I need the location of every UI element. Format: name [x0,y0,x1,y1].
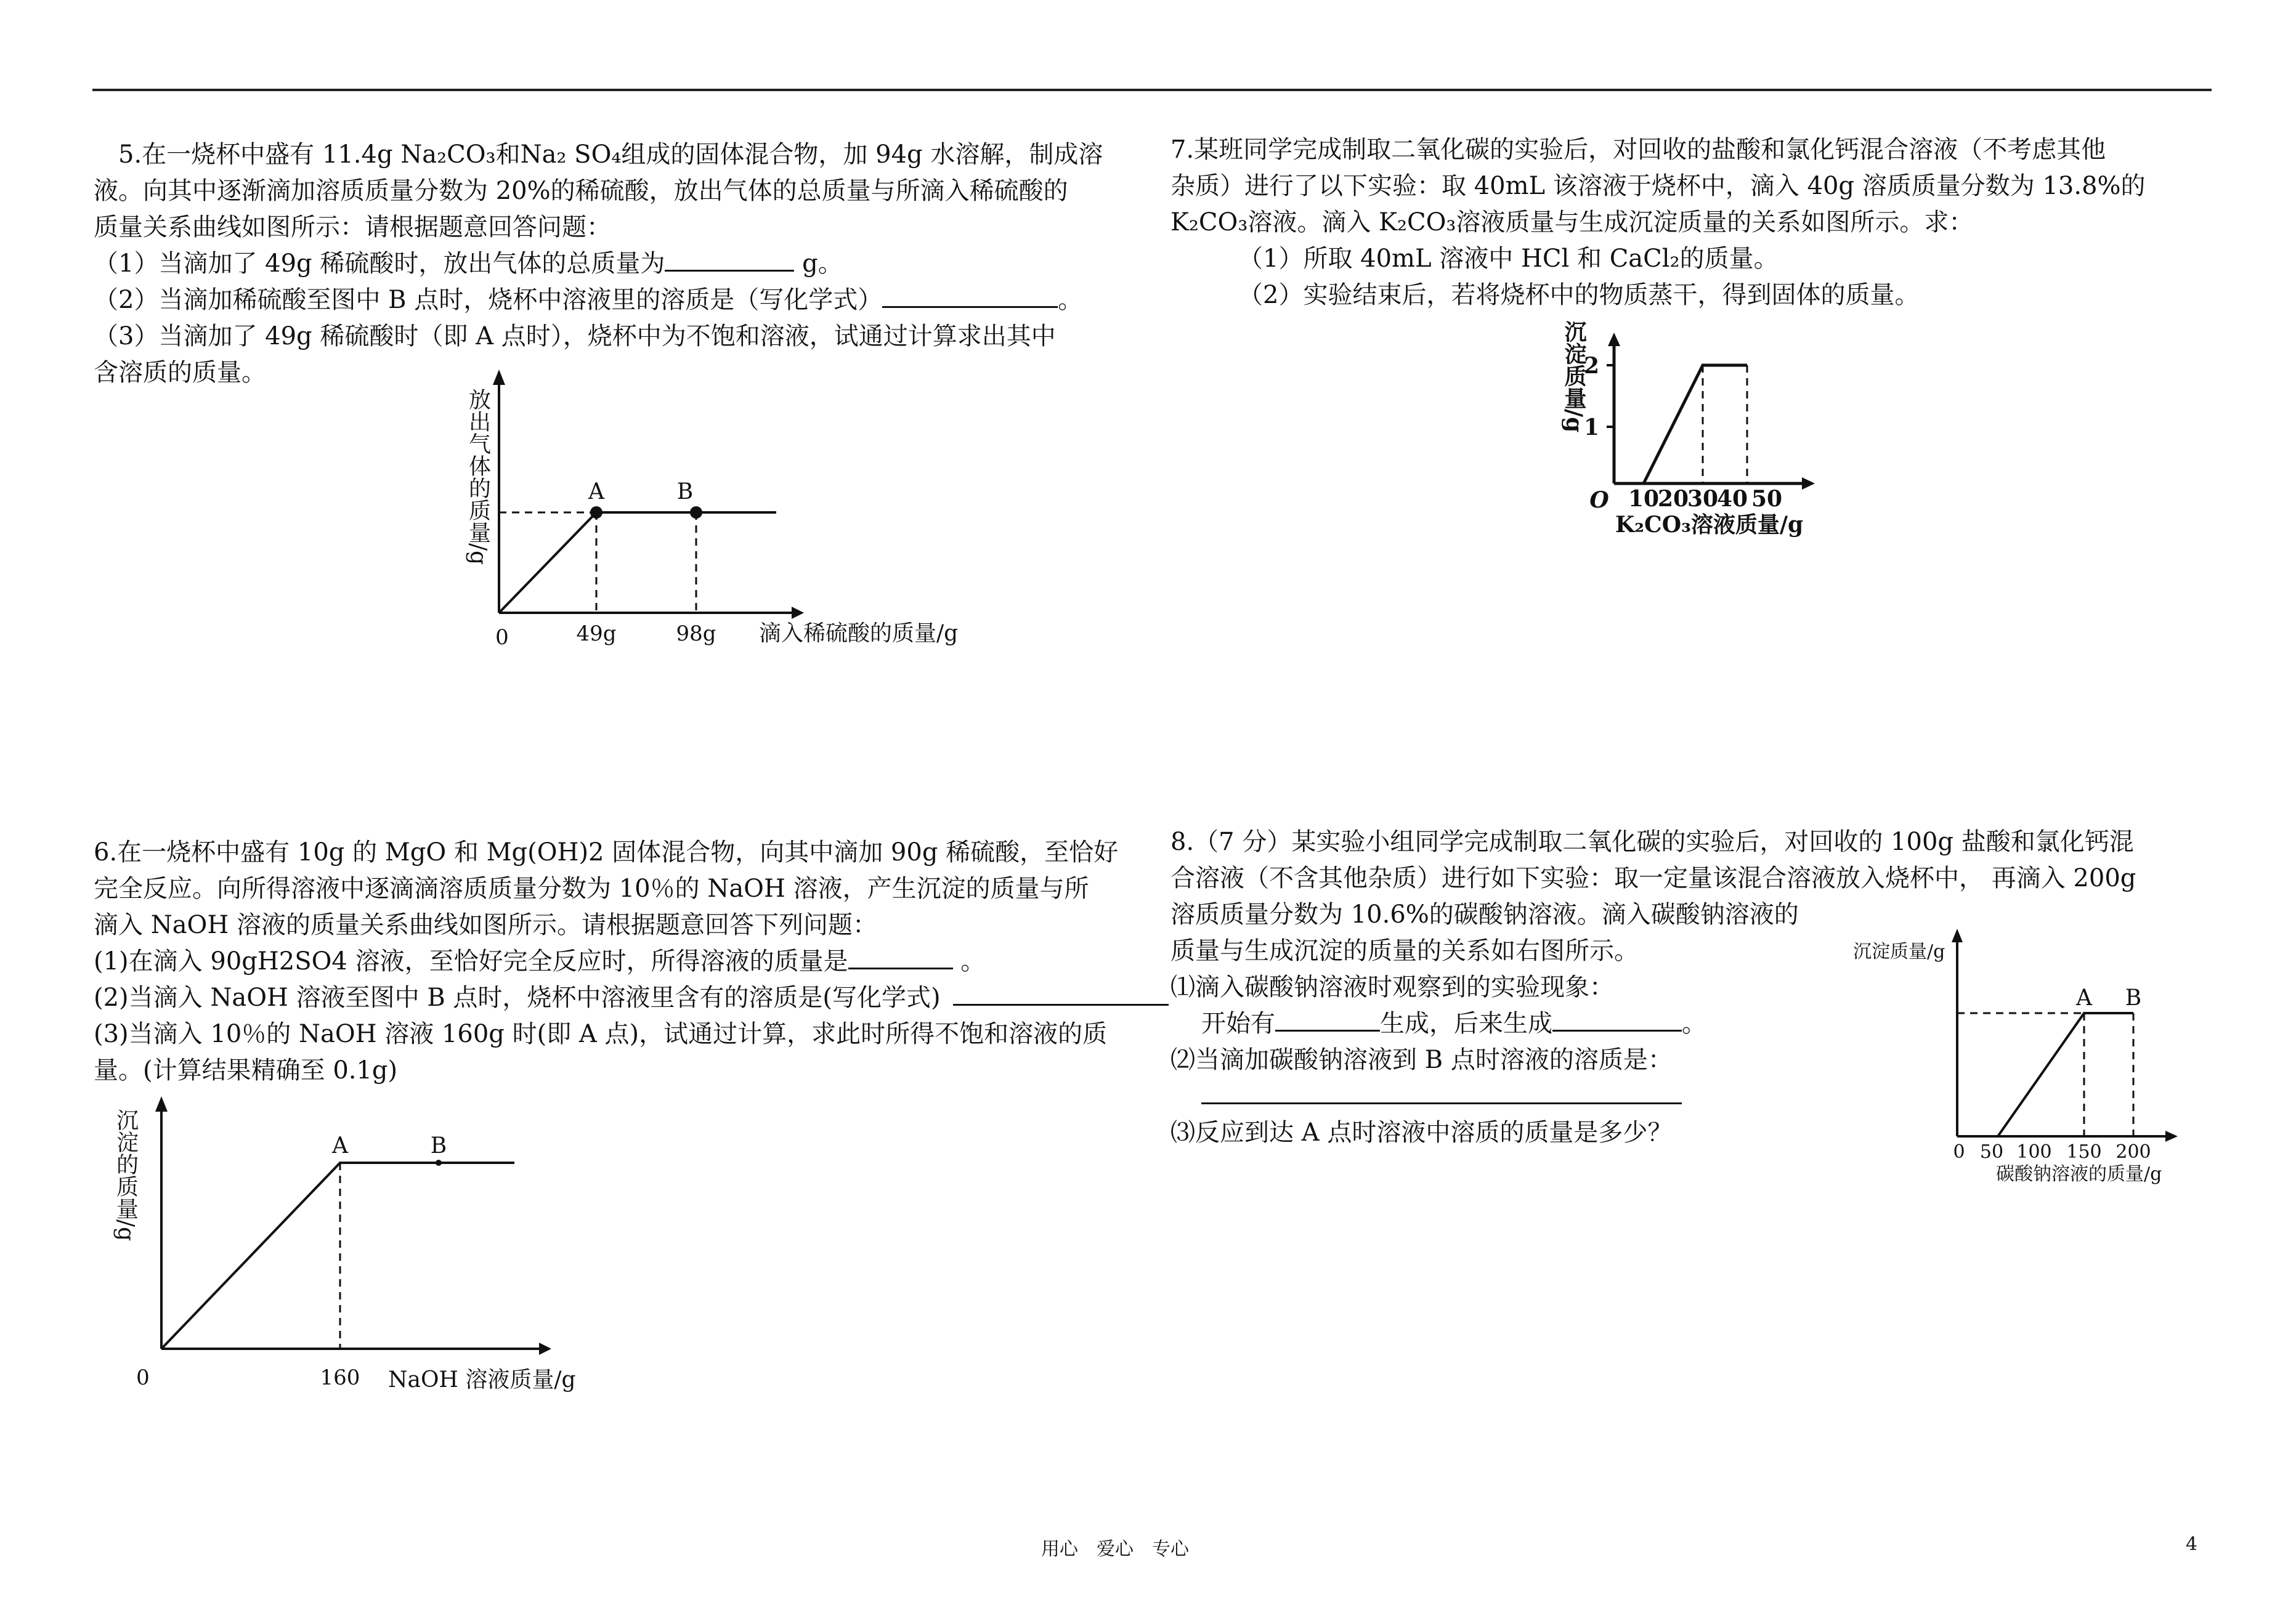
q5-line: 含溶质的质量。 [94,358,266,387]
q8-point-b-label: B [2125,985,2142,1011]
q5-y-label: 放出气体的质量/g [465,388,491,565]
q8-x-tick: 100 [2016,1141,2052,1163]
q6-line: 完全反应。向所得溶液中逐滴滴溶质质量分数为 10％的 NaOH 溶液，产生沉淀的质量与所 [94,875,1089,903]
q7-line: （2）实验结束后，若将烧杯中的物质蒸干，得到固体的质量。 [1238,281,1920,309]
q6-origin: 0 [136,1365,150,1390]
q5-line: 液。向其中逐渐滴加溶质质量分数为 20%的稀硫酸，放出气体的总质量与所滴入稀硫酸的 [94,177,1068,205]
q7-line: （1）所取 40mL 溶液中 HCl 和 CaCl₂的质量。 [1238,245,1779,273]
q6-x-label: NaOH 溶液质量/g [388,1367,576,1393]
q8-line: 质量与生成沉淀的质量的关系如右图所示。 [1170,937,1639,965]
q8-line: ⑶反应到达 A 点时溶液中溶质的质量是多少？ [1170,1118,1673,1147]
q7-x-tick: 40 [1716,486,1748,512]
q5-line: （3）当滴加了 49g 稀硫酸时（即 A 点时），烧杯中为不饱和溶液，试通过计算求出其中 [94,322,1056,350]
q8-x-tick: 200 [2115,1141,2151,1163]
q8-x-label: 碳酸钠溶液的质量/g [1996,1163,2162,1185]
q8-x-tick: 50 [1979,1141,2004,1163]
q7-y-label: 沉淀质量/g [1561,320,1587,433]
q8-line: 合溶液（不含其他杂质）进行如下实验：取一定量该混合溶液放入烧杯中， 再滴入 200g [1170,864,2136,892]
q6-y-label: 沉淀的质量/g [113,1109,139,1242]
q8-y-arrow [1952,929,1963,942]
q8-point-a-label: A [2076,985,2092,1011]
q8-x-arrow [2165,1131,2178,1142]
q5-line: （1）当滴加了 49g 稀硫酸时，放出气体的总质量为 g。 [94,249,843,278]
q8-x-tick: 150 [2066,1141,2102,1163]
q7-x-tick: 10 [1628,486,1660,512]
q5-x-label: 滴入稀硫酸的质量/g [759,621,959,646]
q8-line: ⑵当滴加碳酸钠溶液到 B 点时溶液的溶质是： [1170,1046,1673,1074]
q7-x-tick: 30 [1687,486,1719,512]
q5-x-tick: 98g [676,621,716,646]
q7-y-tick: 2 [1583,353,1599,379]
q8-curve [1998,1013,2133,1136]
q5-line: 质量关系曲线如图所示：请根据题意回答问题： [94,213,611,241]
q7-origin: O [1589,487,1609,513]
q8-origin: 0 [1953,1141,1965,1163]
q7-line: 杂质）进行了以下实验：取 40mL 该溶液于烧杯中，滴入 40g 溶质质量分数为 13.8%的 [1170,172,2146,200]
q5-point-a-label: A [588,479,604,504]
q8-line: ⑴滴入碳酸钠溶液时观察到的实验现象： [1170,973,1614,1001]
q7-x-label: K₂CO₃溶液质量/g [1615,512,1804,538]
q5-x-tick: 49g [576,621,617,646]
q8-line: 溶质质量分数为 10.6%的碳酸钠溶液。滴入碳酸钠溶液的 [1170,900,1799,929]
q8-line: 开始有 生成，后来生成 。 [1201,1009,1706,1038]
q6-x-tick: 160 [320,1365,360,1390]
q7-x-tick: 20 [1657,486,1689,512]
page-number: 4 [2186,1534,2198,1555]
q6-line: (2)当滴入 NaOH 溶液至图中 B 点时，烧杯中溶液里含有的溶质是(写化学式) [94,980,1169,1016]
q6-line: 量。(计算结果精确至 0.1g) [94,1056,398,1085]
q7-y-tick: 1 [1583,414,1599,440]
q7-line: 7.某班同学完成制取二氧化碳的实验后，对回收的盐酸和氯化钙混合溶液（不考虑其他 [1170,135,2106,164]
q5-origin: 0 [495,625,509,650]
q7-line: K₂CO₃溶液。滴入 K₂CO₃溶液质量与生成沉淀质量的关系如图所示。求： [1170,208,1974,236]
footer-center: 用心 爱心 专心 [1041,1538,1189,1560]
q7-x-tick: 50 [1751,486,1783,512]
q6-line: (3)当滴入 10％的 NaOH 溶液 160g 时(即 A 点)，试通过计算，求此时所得不饱和溶液的质 [94,1020,1108,1048]
q8-y-label: 沉淀质量/g [1853,941,1945,963]
q6-line: (1)在滴入 90gH2SO4 溶液，至恰好完全反应时，所得溶液的质量是 。 [94,947,986,976]
q6-point-a-label: A [332,1133,348,1158]
q5-line: （2）当滴加稀硫酸至图中 B 点时，烧杯中溶液里的溶质是（写化学式） 。 [94,286,1083,314]
q5-line: 5.在一烧杯中盛有 11.4g Na₂CO₃和Na₂ SO₄组成的固体混合物，加 94g 水溶解，制成溶 [118,140,1103,169]
q8-line: 8.（7 分）某实验小组同学完成制取二氧化碳的实验后，对回收的 100g 盐酸和氯化钙混 [1170,828,2134,856]
q5-point-b-label: B [676,479,694,504]
q6-line: 滴入 NaOH 溶液的质量关系曲线如图所示。请根据题意回答下列问题： [94,911,877,939]
q6-line: 6.在一烧杯中盛有 10g 的 MgO 和 Mg(OH)2 固体混合物，向其中滴加 90g 稀硫酸，至恰好 [94,838,1119,867]
q6-point-b-label: B [430,1133,447,1158]
